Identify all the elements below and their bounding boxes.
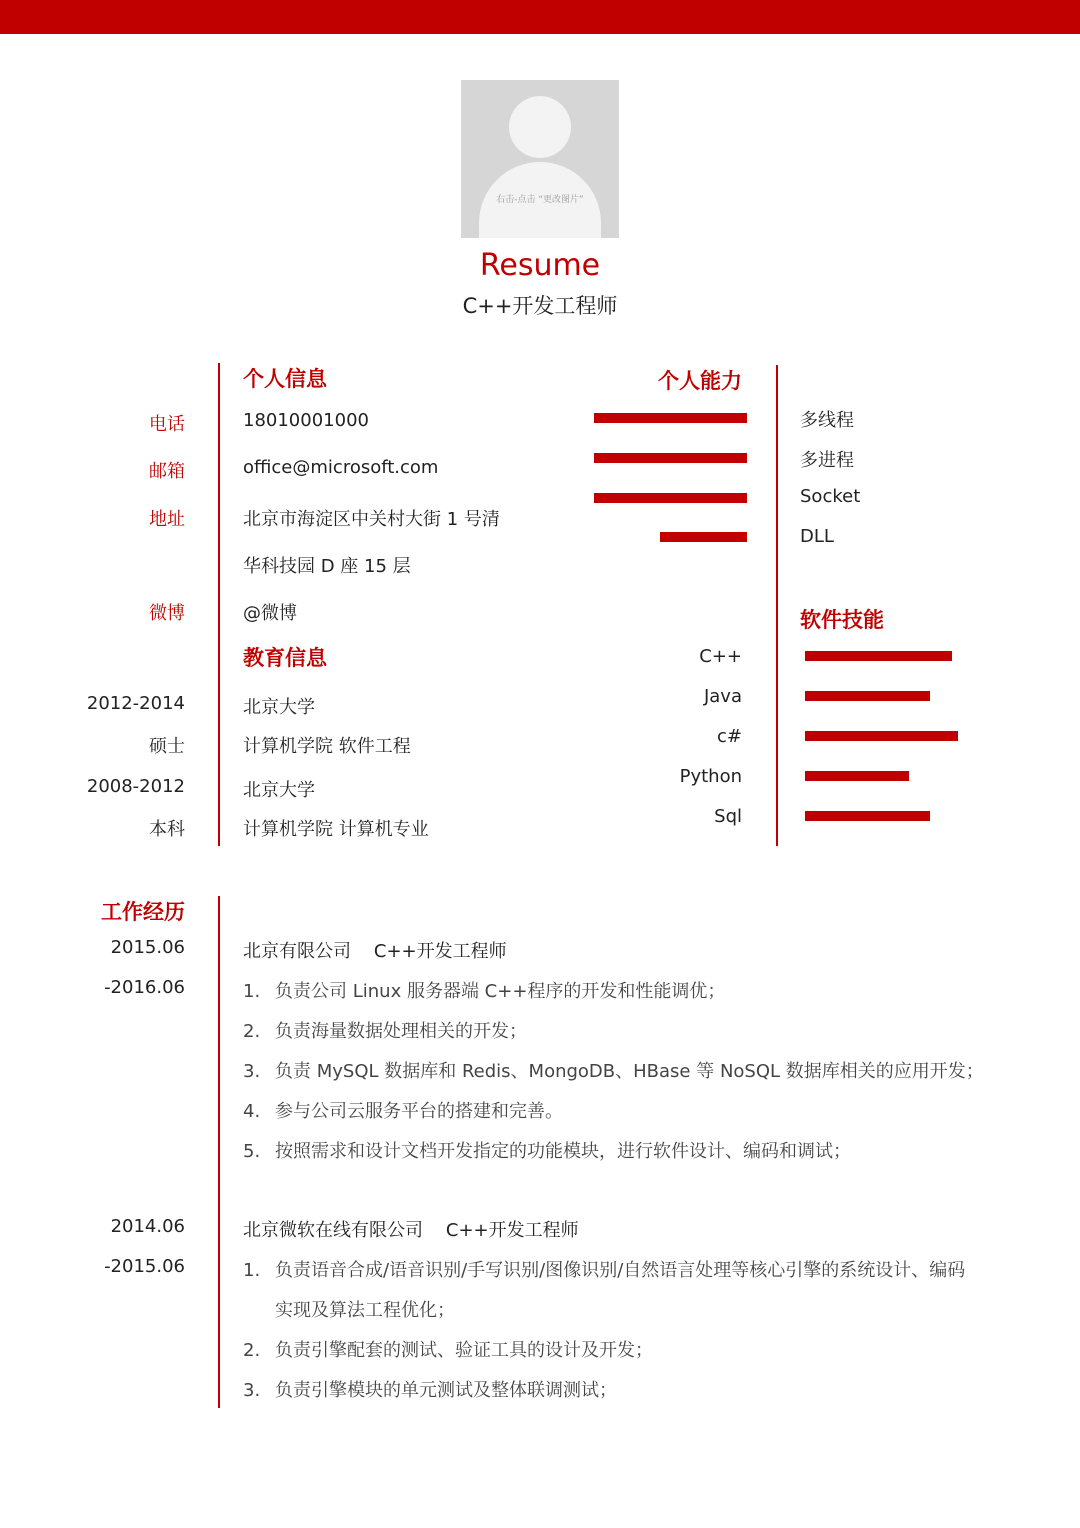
- duty-text: 参与公司云服务平台的搭建和完善。: [275, 1101, 563, 1122]
- edu-major: 计算机学院 软件工程: [243, 736, 411, 757]
- job-end-date: -2015.06: [104, 1256, 185, 1277]
- ability-label: 多线程: [800, 410, 854, 431]
- duty-number: 4.: [243, 1101, 261, 1122]
- job-title: 北京有限公司 C++开发工程师: [243, 941, 507, 962]
- phone-label: 电话: [149, 414, 185, 435]
- resume-title: Resume: [479, 248, 601, 283]
- personal-info-heading: 个人信息: [243, 367, 327, 391]
- software-level-bar: [805, 691, 930, 701]
- email-value: office@microsoft.com: [243, 457, 439, 478]
- duty-text: 负责语音合成/语音识别/手写识别/图像识别/自然语言处理等核心引擎的系统设计、编码: [275, 1260, 966, 1281]
- duty-text: 负责海量数据处理相关的开发；: [275, 1021, 527, 1042]
- software-skill-label: Java: [703, 686, 742, 707]
- duty-item: [243, 1097, 563, 1123]
- duty-number: 2.: [243, 1340, 261, 1361]
- education-heading: 教育信息: [243, 646, 327, 670]
- job-title: C++开发工程师: [462, 294, 618, 318]
- duty-number: 1.: [243, 1260, 261, 1281]
- weibo-label: 微博: [149, 603, 185, 624]
- duty-number: 1.: [243, 981, 261, 1002]
- work-experience-heading: 工作经历: [101, 900, 185, 924]
- duty-number: 3.: [243, 1061, 261, 1082]
- software-skill-label: Python: [679, 766, 742, 787]
- ability-level-bar: [660, 532, 747, 542]
- email-label: 邮箱: [149, 461, 185, 482]
- software-level-bar: [805, 811, 930, 821]
- software-level-bar: [805, 731, 958, 741]
- software-level-bar: [805, 651, 952, 661]
- job-start-date: 2014.06: [110, 1216, 185, 1237]
- edu-school: 北京大学: [243, 697, 315, 718]
- software-skill-label: Sql: [714, 806, 742, 827]
- edu-major: 计算机学院 计算机专业: [243, 819, 429, 840]
- left-divider: [218, 363, 220, 846]
- work-divider: [218, 896, 220, 1408]
- address-line-1: 北京市海淀区中关村大街 1 号清: [243, 509, 500, 530]
- ability-level-bar: [594, 493, 747, 503]
- duty-text: 负责引擎模块的单元测试及整体联调测试；: [275, 1380, 617, 1401]
- edu-years: 2008-2012: [86, 776, 185, 797]
- job-start-date: 2015.06: [110, 937, 185, 958]
- weibo-value: @微博: [243, 603, 297, 624]
- job-title: 北京微软在线有限公司 C++开发工程师: [243, 1220, 579, 1241]
- edu-degree: 硕士: [149, 736, 185, 757]
- software-skill-label: C++: [699, 646, 742, 667]
- edu-years: 2012-2014: [86, 693, 185, 714]
- duty-item: [243, 1336, 653, 1362]
- software-skill-label: c#: [717, 726, 742, 747]
- duty-item-continued: [243, 1296, 455, 1322]
- profile-photo-placeholder[interactable]: [461, 80, 619, 238]
- ability-label: Socket: [800, 486, 861, 507]
- address-label: 地址: [149, 509, 185, 530]
- job-end-date: -2016.06: [104, 977, 185, 998]
- duty-text: 负责引擎配套的测试、验证工具的设计及开发；: [275, 1340, 653, 1361]
- photo-caption: 右击-点击 “更改图片”: [496, 195, 584, 205]
- duty-item: [243, 1017, 527, 1043]
- duty-item: [243, 1376, 617, 1402]
- top-accent-bar: [0, 0, 1080, 34]
- duty-number: 2.: [243, 1021, 261, 1042]
- ability-level-bar: [594, 413, 747, 423]
- ability-label: 多进程: [800, 450, 854, 471]
- ability-label: DLL: [800, 526, 834, 547]
- duty-number: 5.: [243, 1141, 261, 1162]
- duty-item: [243, 977, 725, 1003]
- edu-school: 北京大学: [243, 780, 315, 801]
- phone-value: 18010001000: [243, 410, 369, 431]
- duty-number: 3.: [243, 1380, 261, 1401]
- duty-text: 按照需求和设计文档开发指定的功能模块，进行软件设计、编码和调试；: [275, 1141, 851, 1162]
- software-level-bar: [805, 771, 909, 781]
- duty-item: [243, 1137, 851, 1163]
- duty-text: 负责公司 Linux 服务器端 C++程序的开发和性能调优；: [275, 981, 726, 1002]
- right-divider: [776, 365, 778, 846]
- ability-level-bar: [594, 453, 747, 463]
- duty-text: 实现及算法工程优化；: [275, 1300, 455, 1321]
- software-skills-heading: 软件技能: [800, 608, 884, 632]
- edu-degree: 本科: [149, 819, 185, 840]
- duty-item: [243, 1057, 984, 1083]
- avatar-head-shape: [509, 96, 571, 158]
- duty-item: [243, 1256, 965, 1282]
- abilities-heading: 个人能力: [658, 369, 742, 393]
- address-line-2: 华科技园 D 座 15 层: [243, 556, 411, 577]
- duty-text: 负责 MySQL 数据库和 Redis、MongoDB、HBase 等 NoSQL 数据库相关的应用开发；: [275, 1061, 984, 1082]
